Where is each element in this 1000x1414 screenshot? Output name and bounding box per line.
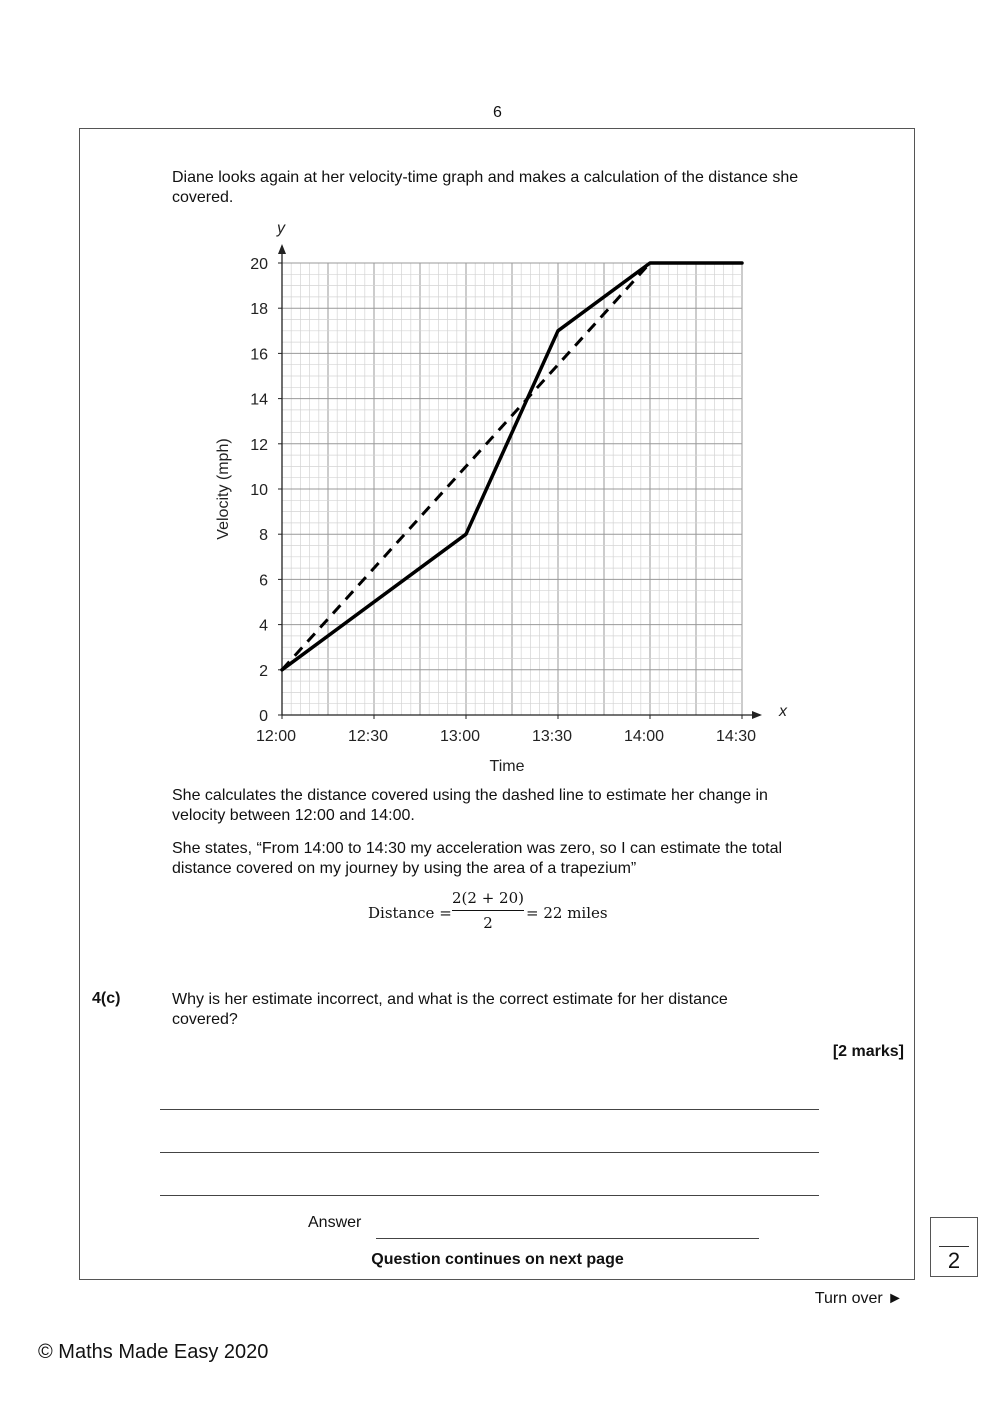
y-tick-label: 20 xyxy=(250,256,268,273)
answer-label: Answer xyxy=(308,1214,362,1231)
y-axis-title: Velocity (mph) xyxy=(215,438,232,540)
question-number: 4(c) xyxy=(92,990,121,1007)
x-tick-label: 12:30 xyxy=(347,728,389,745)
formula-lhs: Distance = xyxy=(368,904,452,922)
y-tick-label: 6 xyxy=(259,572,268,590)
fraction-bar xyxy=(452,910,524,911)
formula-denominator: 2 xyxy=(483,914,493,932)
answer-field[interactable] xyxy=(376,1238,759,1239)
distance-formula xyxy=(300,886,720,936)
formula-fraction xyxy=(452,889,524,932)
y-tick-label: 4 xyxy=(259,617,268,635)
x-axis-arrow xyxy=(752,711,762,719)
x-tick-label: 13:30 xyxy=(531,728,573,745)
mark-box-divider xyxy=(939,1246,969,1247)
intro-text: Diane looks again at her velocity-time graph and makes a calculation of the distance she covered. xyxy=(172,169,799,206)
answer-line[interactable] xyxy=(160,1152,819,1153)
x-tick-label: 14:00 xyxy=(623,728,665,745)
x-axis-title: Time xyxy=(489,758,525,775)
x-tick-label: 12:00 xyxy=(255,728,297,745)
y-tick-label: 0 xyxy=(259,708,268,725)
x-tick-label: 14:30 xyxy=(715,728,757,745)
question-text: Why is her estimate incorrect, and what is the correct estimate for her distance covered? xyxy=(172,991,728,1028)
y-tick-label: 16 xyxy=(250,346,268,364)
y-axis-arrow xyxy=(278,244,286,254)
formula-numerator: 2(2 + 20) xyxy=(452,889,524,907)
mark-box xyxy=(930,1217,978,1277)
y-tick-label: 18 xyxy=(250,301,268,319)
continues-notice: Question continues on next page xyxy=(371,1251,624,1268)
y-axis-letter: y xyxy=(277,220,285,237)
copyright: © Maths Made Easy 2020 xyxy=(38,1341,269,1363)
y-tick-label: 8 xyxy=(259,527,268,545)
y-tick-label: 2 xyxy=(259,662,268,680)
y-tick-label: 10 xyxy=(250,482,268,499)
formula-rhs: = 22 miles xyxy=(526,904,608,922)
velocity-time-chart xyxy=(205,218,795,783)
dashed-line-text: She calculates the distance covered using the dashed line to estimate her change in velocity between 12:00 and 14:00. xyxy=(172,787,768,824)
chart-labels xyxy=(215,220,788,775)
statement-text: She states, “From 14:00 to 14:30 my acceleration was zero, so I can estimate the total distance covered on my journey by using the area of a trapezium” xyxy=(172,840,783,877)
answer-line[interactable] xyxy=(160,1109,819,1110)
y-tick-label: 12 xyxy=(250,436,268,454)
answer-line[interactable] xyxy=(160,1195,819,1196)
page-number: 6 xyxy=(493,104,502,121)
x-axis-letter: x xyxy=(779,703,787,720)
x-tick-label: 13:00 xyxy=(439,728,481,745)
chart-grid xyxy=(282,263,742,715)
mark-box-value: 2 xyxy=(947,1248,961,1273)
y-tick-label: 14 xyxy=(250,391,268,409)
turn-over-label: Turn over ► xyxy=(814,1290,903,1307)
marks-label: [2 marks] xyxy=(832,1043,904,1060)
chart-axes xyxy=(278,244,762,719)
